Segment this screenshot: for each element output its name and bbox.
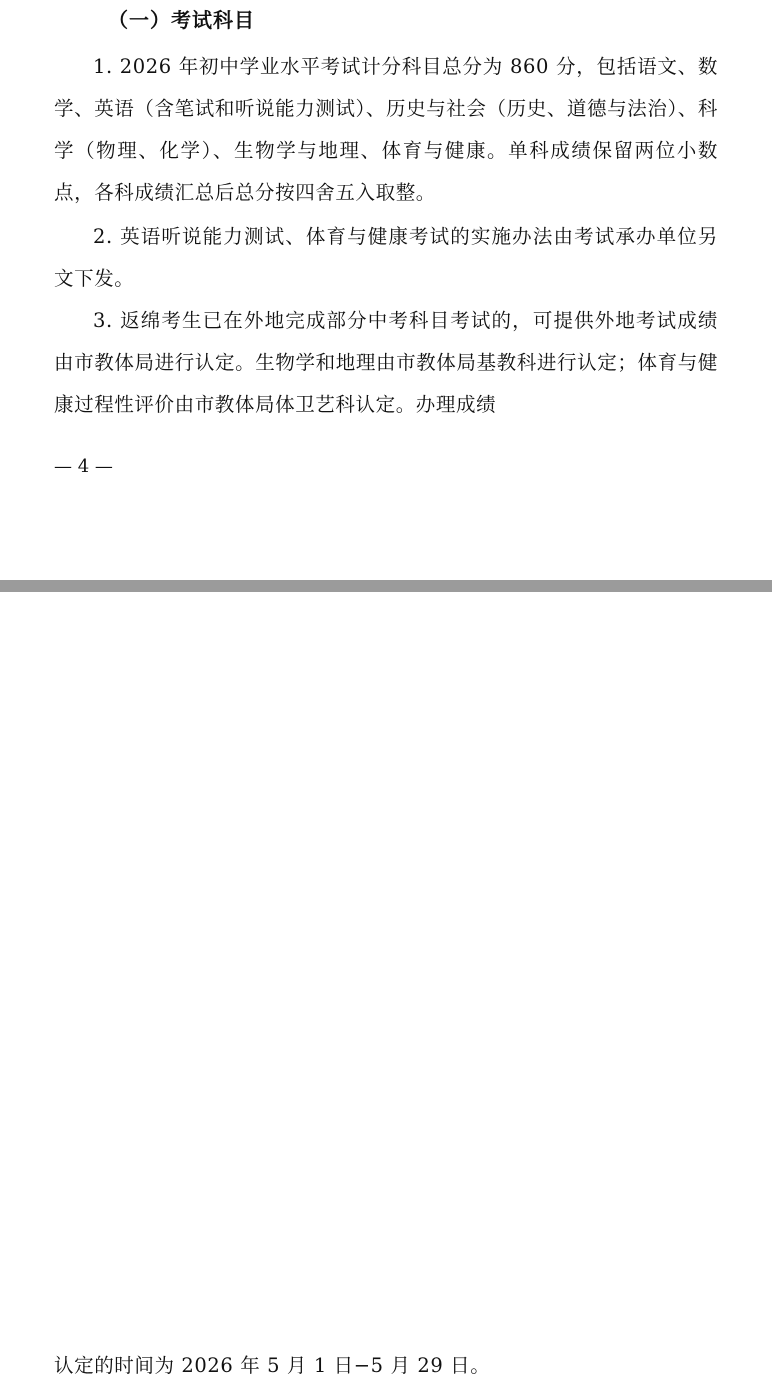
paragraph-3: 3. 返绵考生已在外地完成部分中考科目考试的，可提供外地考试成绩由市教体局进行认定。生物学和地理由市教体局基教科进行认定；体育与健康过程性评价由市教体局体卫艺科认定。办理成绩 <box>54 309 718 416</box>
paragraph-1: 1. 2026 年初中学业水平考试计分科目总分为 860 分，包括语文、数学、英语（含笔试和听说能力测试）、历史与社会（历史、道德与法治）、科学（物理、化学）、生物学与地理、体育与健康。单科成绩保留两位小数点，各科成绩汇总后总分按四舍五入取整。 <box>54 55 718 204</box>
paragraph-2: 2. 英语听说能力测试、体育与健康考试的实施办法由考试承办单位另文下发。 <box>54 225 718 290</box>
section-heading: （一）考试科目 <box>108 8 255 32</box>
document-page-5 <box>0 592 772 1377</box>
page-number: — 4 — <box>54 456 113 477</box>
document-page-4 <box>0 0 772 580</box>
continuation-paragraph: 认定的时间为 2026 年 5 月 1 日−5 月 29 日。 <box>54 1354 491 1377</box>
page-divider <box>0 580 772 592</box>
